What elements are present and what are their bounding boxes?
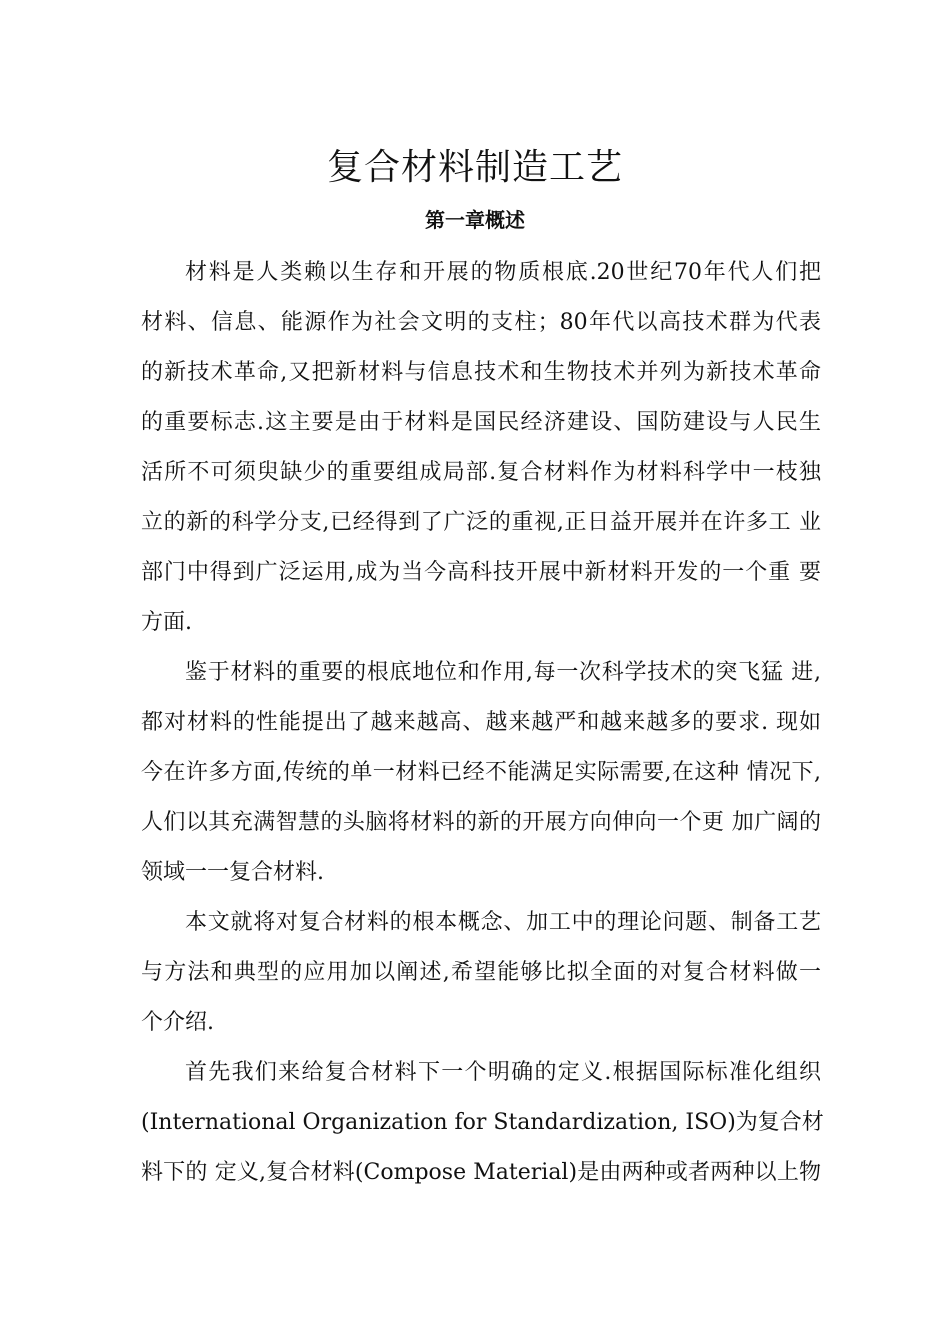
body-line: 的重要标志.这主要是由于材料是国民经济建设、国防建设与人民生 xyxy=(141,410,821,435)
body-line: 材料是人类赖以生存和开展的物质根底.20世纪70年代人们把 xyxy=(185,260,821,285)
body-line: 材料、信息、能源作为社会文明的支柱；80年代以高技术群为代表 xyxy=(141,310,821,335)
body-line: 方面. xyxy=(141,610,192,635)
body-line: 鉴于材料的重要的根底地位和作用,每一次科学技术的突飞猛 进, xyxy=(185,660,821,685)
body-line: 人们以其充满智慧的头脑将材料的新的开展方向伸向一个更 加广阔的 xyxy=(141,810,821,835)
body-line: (International Organization for Standardization, ISO)为复合材 xyxy=(141,1110,824,1135)
body-line: 的新技术革命,又把新材料与信息技术和生物技术并列为新技术革命 xyxy=(141,360,821,385)
body-line: 都对材料的性能提出了越来越高、越来越严和越来越多的要求. 现如 xyxy=(141,710,821,735)
body-line: 领域一一复合材料. xyxy=(141,860,324,885)
body-line: 个介绍. xyxy=(141,1010,214,1035)
body-line: 活所不可须臾缺少的重要组成局部.复合材料作为材料科学中一枝独 xyxy=(141,460,821,485)
body-line: 部门中得到广泛运用,成为当今高科技开展中新材料开发的一个重 要 xyxy=(141,560,821,585)
body-line: 与方法和典型的应用加以阐述,希望能够比拟全面的对复合材料做一 xyxy=(141,960,821,985)
body-line: 料下的 定义,复合材料(Compose Material)是由两种或者两种以上物 xyxy=(141,1160,821,1185)
body-line: 今在许多方面,传统的单一材料已经不能满足实际需要,在这种 情况下, xyxy=(141,760,821,785)
body-line: 首先我们来给复合材料下一个明确的定义.根据国际标准化组织 xyxy=(185,1060,821,1085)
document-title: 复合材料制造工艺 xyxy=(326,147,623,188)
chapter-heading: 第一章概述 xyxy=(425,208,525,232)
body-line: 立的新的科学分支,已经得到了广泛的重视,正日益开展并在许多工 业 xyxy=(141,510,821,535)
body-line: 本文就将对复合材料的根本概念、加工中的理论问题、制备工艺 xyxy=(185,910,821,935)
